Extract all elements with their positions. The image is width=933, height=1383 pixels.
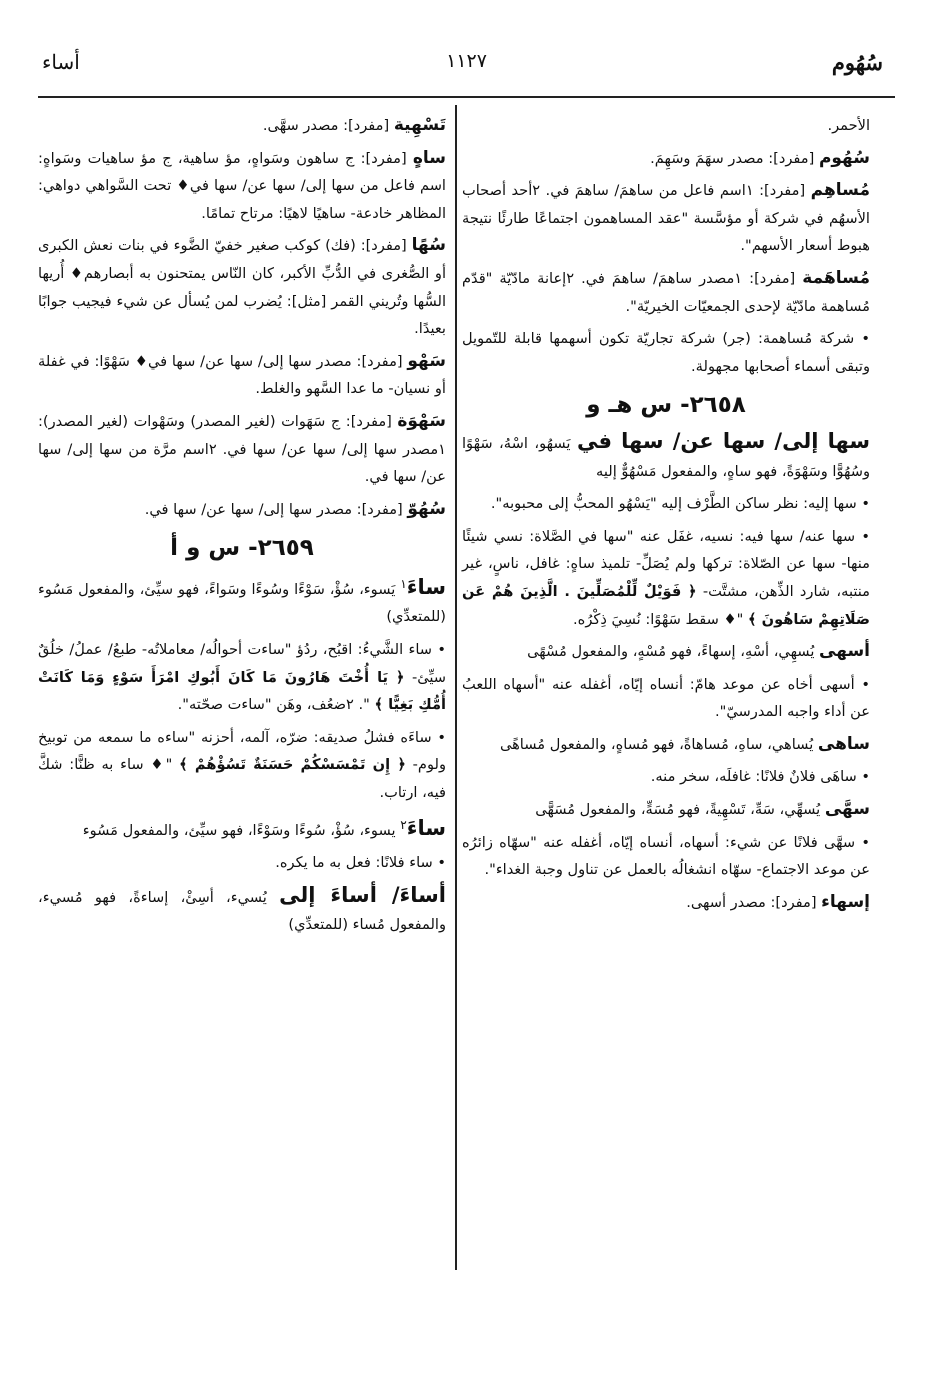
verb-headword: ساهى [817,733,870,754]
verb-conjugation: يسوء، سُؤْ، سُوءًا وسَوْءًا، فهو سيِّئ، والمفعول مَسُوء [82,821,401,839]
verb-headword: سهَّى [824,799,870,820]
subsense-text: • ساء الشَّيءُ: اقبُح، ردُؤ "ساءت أحوالُه/ معاملاتُه- طبعُ/ عملُ/ خلُقٌ سيِّئ- [38,640,447,686]
entry-headword: سَهْو [407,350,446,371]
entry-definition: [مفرد]: ج سَهَوات (لغير المصدر) وسَهْوات (لغير المصدر): ١مصدر سها إلى/ سها عن/ سها في. ٢اسم مرَّة من سها إلى/ سها عن/ سها في. [38,412,446,486]
verb-conjugation: يَسهُو، اسْهُ، سَهْوًا وسُهُوًّا وسَهْوَةً، فهو ساهٍ، والمفعول مَسْهُوٌّ إليه [462,434,870,480]
entry-suhum [462,145,870,173]
quran-quote: ﴿ إِن تَمْسَسْكُمْ حَسَنَةٌ تَسُؤْهُمْ ﴾ [179,756,406,774]
verb-headword: سها إلى/ سها عن/ سها في [576,428,870,453]
verb-subsense: • ساهَى فلانٌ فلانًا: غافلَه، سخر منه. [650,768,870,786]
verb-conjugation: يُسهِّي، سَهِّ، تَسْهِيةً، فهو مُسَهٍّ، والمفعول مُسَهًّى [535,801,825,819]
verb-sahha [462,796,870,824]
header-guide-word-left: أساء [42,50,80,74]
verb-saha [462,428,870,485]
column-divider [455,105,457,1270]
entry-headword: إسهاء [821,891,870,912]
verb-subsense: • أسهى أخاه عن موعد هامّ: أنساه إيّاه، أغفله عنه "أسهاه اللعبُ عن أداء واجبه المدرسيّ". [462,675,870,721]
entry-headword: مُساهِم [810,180,870,201]
subsense-text: "♦ ساء به ظنًّا: شكَّ فيه، ارتاب. [38,756,446,801]
entry-musahim [462,177,870,260]
verb-saha-form3 [462,731,870,759]
entry-sah [38,145,446,228]
quran-quote: ﴿ فَوَيْلٌ لِّلْمُصَلِّينَ . الَّذِينَ هُمْ عَن صَلَاتِهِمْ سَاهُونَ ﴾ [462,582,870,628]
entry-subsense: • شركة مُساهمة: (جر) شركة تجاريّة تكون أسهمها قابلة للتّمويل وتبقى أسماء أصحابها مجهولة. [462,330,870,375]
verb-subsense: • ساء فلانًا: فعل به ما يكره. [275,853,446,871]
page-number: ١١٢٧ [446,50,487,72]
entry-definition: [مفرد]: ١اسم فاعل من ساهمَ/ ساهمَ في. ٢أحد أصحاب الأسهُم في شركة أو مؤسَّسة "عقد المساهمون اجتماعًا طارئًا نتيجة هبوط أسعار الأسهم". [462,182,870,255]
verb-subsense [38,636,446,719]
subsense-text: ". ٢ضعُف، وهَن "ساءت صحّته". [177,696,375,714]
verb-conjugation: يُسيء، أسِئْ، إساءةً، فهو مُسيء، والمفعول مُساء (للمتعدِّي) [38,888,446,934]
entry-sahw [38,348,446,403]
verb-headword: ساءَ [406,574,446,599]
quran-quote: ﴿ يَا أُخْتَ هَارُونَ مَا كَانَ أَبُوكِ امْرَأَ سَوْءٍ وَمَا كَانَتْ أُمُّكِ بَغِيًّا ﴾ [38,668,446,714]
left-column [38,112,446,944]
entry-headword: سُهًا [411,235,446,256]
subsense-text: • ساءَه فشلُ صديقه: ضرّه، آلمه، أحزنه "ساءه ما سمعه من توبيخ ولوم- [38,728,446,774]
homograph-number: ١ [400,576,407,591]
verb-conjugation: يَسوء، سُؤْ، سَوْءًا وسُوءًا وسَواءً، فهو سيِّئ، والمفعول مَسُوء (للمتعدِّي) [38,580,446,626]
header-guide-word-right: سُهُوم [831,50,883,75]
verb-subsense [462,523,870,633]
verb-saa-2 [38,812,446,844]
verb-headword: أسهى [819,641,870,662]
verb-headword: أساءَ/ أساءَ إلى [279,882,446,907]
entry-headword: تَسْهِية [393,115,446,135]
verb-headword: ساءَ [406,815,446,840]
verb-conjugation: يُساهي، ساهِ، مُساهاةً، فهو مُساهٍ، والمفعول مُساهًى [499,735,818,753]
verb-subsense [38,724,446,807]
entry-headword: سَهْوَة [397,410,446,431]
entry-suha [38,232,446,342]
homograph-number: ٢ [400,817,407,832]
verb-asaa [38,882,446,939]
root-heading-2658: ٢٦٥٨- س هـ و [586,392,746,419]
header-rule [38,96,895,98]
entry-headword: سُهُوّ [407,498,446,519]
entry-definition: [مفرد]: مصدر سها إلى/ سها عن/ سها في♦ سَهْوًا: في غفلة أو نسيان- ما عدا السَّهو والغلط. [38,352,446,398]
entry-definition: [مفرد]: ١مصدر ساهمَ/ ساهمَ في. ٢إعانة مادّيّة "قدّم مُساهمة مادّيّة لإحدى الجمعيّات الخيريّة". [462,269,870,315]
entry-definition: [مفرد]: ج ساهون وسَواهٍ، مؤ ساهية، ج مؤ ساهيات وسَواهٍ: اسم فاعل من سها إلى/ سها عن/ سها في♦ تحت السَّواهي دواهي: المظاهر خادعة- ساهيًا لاهيًا: مرتاح تمامًا. [38,149,446,222]
verb-subsense: • سهَّى فلانًا عن شيء: أسهاه، أنساه إيّاه، أغفله عنه "سهّاه زائرُه عن موعد الاجتماع- سهّاه انشغالُه بالعمل عن تناول وجبة الغداء". [462,833,870,879]
subsense-text: "♦ سقط سَهْوًا: نُسِيَ ذِكْرُه. [573,610,748,628]
entry-headword: ساهٍ [412,147,446,168]
entry-definition: [مفرد]: مصدر سها إلى/ سها عن/ سها في. [144,500,408,518]
subsense-text: • سها عنه/ سها فيه: نسيه، غفَل عنه "سها في الصَّلاة: نسي شيئًا منها- سها عن الصّلاة: تركها ولم يُصَلِّ- تلميذ ساهٍ: غافل، ناسٍ، غير منتبه، شارد الذِّهن، مشتَّت- [462,527,870,600]
entry-musahama [462,265,870,320]
verb-conjugation: يُسهِي، أسْهِ، إسهاءً، فهو مُسْهٍ، والمفعول مُسْهًى [527,643,820,661]
right-column [462,112,870,921]
continuation-line: الأحمر. [827,117,870,134]
entry-definition: [مفرد]: (فك) كوكب صغير خفيّ الضَّوء في بنات نعش الكبرى أو الصُّغرى في الدُّبِّ الأكبر، كان النّاس يمتحنون به أبصارهم♦ أُريها السُّها وتُريني القمر [مثل]: يُضرب لمن يُسأل عن شيء فيجيب جوابًا بعيدًا. [38,237,446,338]
verb-ashaa [462,638,870,666]
entry-ishaa [462,889,870,917]
root-heading-2659: ٢٦٥٩- س و أ [170,535,314,562]
page-header [38,50,895,86]
entry-sahwa [38,408,446,491]
entry-definition: [مفرد]: مصدر أسهى. [686,893,822,911]
verb-saa-1 [38,571,446,631]
entry-definition: [مفرد]: مصدر سهَمَ وسَهِمَ. [650,149,819,167]
entry-tashiya [38,112,446,140]
verb-subsense: • سها إليه: نظر ساكن الطَّرْف إليه "يَسْهُو المحبُّ إلى محبوبه". [490,495,870,513]
entry-suhuw [38,496,446,524]
entry-headword: مُساهَمة [802,267,870,288]
entry-headword: سُهُوم [818,147,870,168]
entry-definition: [مفرد]: مصدر سهَّى. [262,117,394,134]
